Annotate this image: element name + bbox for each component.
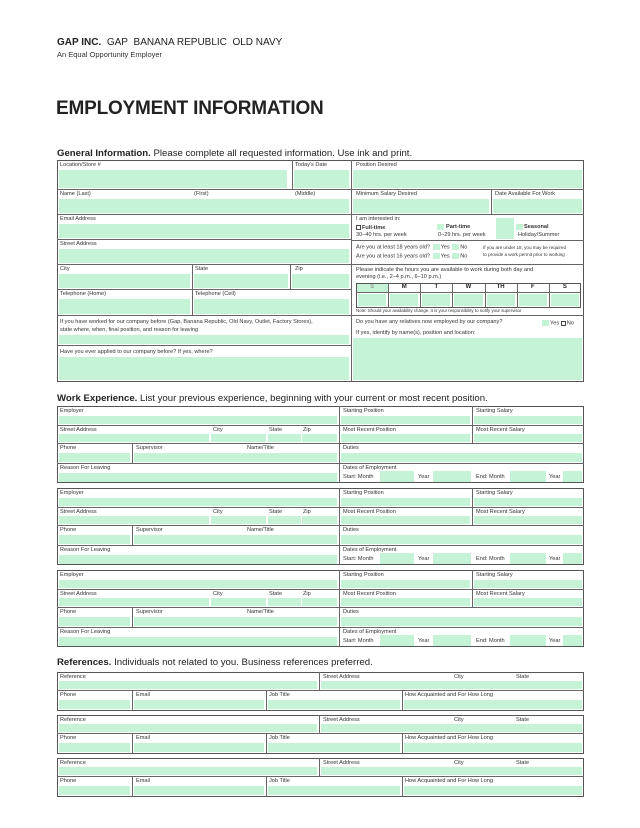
work-3-end-year-label: Year xyxy=(549,638,561,644)
day-hours-input-0[interactable] xyxy=(358,294,386,306)
part-time-checkbox[interactable] xyxy=(437,224,444,230)
day-header-6: S xyxy=(562,284,567,290)
reference-3-name-label: Reference xyxy=(60,760,86,766)
work-3-zip-label: Zip xyxy=(303,591,311,597)
reference-1-divider xyxy=(402,690,403,711)
work-2-starting-salary-label: Starting Salary xyxy=(476,490,513,496)
work-3-start-year-label: Year xyxy=(418,638,430,644)
general-instruction: Please complete all requested information. Use ink and print. xyxy=(153,148,413,159)
work-1-row-line xyxy=(57,463,584,464)
work-1-supervisor-input[interactable] xyxy=(134,453,337,462)
work-1-starting-position-label: Starting Position xyxy=(343,408,384,414)
relatives-yes: Yes xyxy=(550,320,560,327)
reference-2-acquainted-input[interactable] xyxy=(404,743,582,752)
reference-2-state-label: State xyxy=(516,717,530,723)
work-3-dates-label: Dates of Employment xyxy=(343,629,397,635)
age16-yes-box[interactable] xyxy=(433,253,440,259)
work-3-zip-input[interactable] xyxy=(302,598,337,606)
seasonal-label: Seasonal xyxy=(524,224,549,230)
age16-row xyxy=(356,253,467,260)
work-instruction: List your previous experience, beginning with your current or most recent position. xyxy=(140,393,488,404)
general-heading-row xyxy=(57,148,412,159)
page-title: EMPLOYMENT INFORMATION xyxy=(56,98,324,119)
work-1-start-year-label: Year xyxy=(418,474,430,480)
work-1-recent-position-label: Most Recent Position xyxy=(343,427,396,433)
work-3-state-label: State xyxy=(269,591,283,597)
work-1-zip-label: Zip xyxy=(303,427,311,433)
day-header-0: S xyxy=(356,283,388,292)
work-3-phone-label: Phone xyxy=(60,609,77,615)
work-1-recent-salary-input[interactable] xyxy=(474,434,582,442)
phone-home-input[interactable] xyxy=(59,299,190,314)
work-3-state-input[interactable] xyxy=(268,598,301,606)
seasonal-sub: Holiday/Summer xyxy=(518,232,560,238)
reference-2-row-line xyxy=(57,733,584,734)
day-header-1: M xyxy=(401,284,407,290)
day-hours-input-6[interactable] xyxy=(551,294,579,306)
work-1-zip-input[interactable] xyxy=(302,434,337,442)
work-2-employer-input[interactable] xyxy=(59,498,337,506)
work-heading: Work Experience. xyxy=(57,393,138,404)
reference-3-divider xyxy=(266,776,267,797)
day-hours-input-2[interactable] xyxy=(422,294,450,306)
work-1-recent-position-input[interactable] xyxy=(341,434,470,442)
reference-3-email-label: Email xyxy=(136,778,150,784)
age18-no: No xyxy=(460,244,468,251)
day-divider xyxy=(420,283,421,308)
work-3-divider xyxy=(339,570,340,647)
reference-1-city-label: City xyxy=(454,674,464,680)
day-divider xyxy=(388,283,389,308)
reference-3-street-label: Street Address xyxy=(323,760,360,766)
state-input[interactable] xyxy=(194,274,288,288)
work-1-state-label: State xyxy=(269,427,283,433)
work-2-start-month-label: Start: Month xyxy=(343,556,374,562)
work-3-duties-input[interactable] xyxy=(341,617,582,626)
work-1-state-input[interactable] xyxy=(268,434,301,442)
work-1-duties-label: Duties xyxy=(343,445,359,451)
work-3-end-month-input[interactable] xyxy=(510,635,546,646)
day-header-3: W xyxy=(465,284,472,290)
age18-no-box[interactable] xyxy=(452,244,459,250)
name-middle-label: (Middle) xyxy=(295,191,316,197)
work-3-phone-input[interactable] xyxy=(59,617,130,626)
reference-2-phone-input[interactable] xyxy=(59,743,130,752)
age16-question: Are you at least 16 years old? xyxy=(356,253,431,260)
work-2-start-year-input[interactable] xyxy=(433,553,471,564)
work-2-divider xyxy=(339,488,340,565)
work-1-starting-position-input[interactable] xyxy=(341,416,470,424)
hours-question-1: Please indicate the hours you are available to work during both day and xyxy=(356,267,534,273)
work-3-city-label: City xyxy=(213,591,223,597)
reference-1-phone-input[interactable] xyxy=(59,700,130,709)
reference-2-job-title-label: Job Title xyxy=(269,735,290,741)
reference-3-state-label: State xyxy=(516,760,530,766)
reference-3-phone-input[interactable] xyxy=(59,786,130,795)
applied-before-label: Have you ever applied to our company before? If yes, where? xyxy=(60,349,213,355)
availability-note: Note: Should your availability change, it is your responsibility to notify your supervisor xyxy=(356,308,522,313)
relatives-no: No xyxy=(566,320,574,327)
work-2-state-input[interactable] xyxy=(268,516,301,524)
work-1-employer-input[interactable] xyxy=(59,416,337,424)
reference-2-divider xyxy=(402,733,403,754)
work-1-street-label: Street Address xyxy=(60,427,97,433)
day-divider xyxy=(485,283,486,308)
reference-1-divider xyxy=(132,690,133,711)
worked-before-input[interactable] xyxy=(59,335,349,344)
day-header-2: T xyxy=(434,284,439,290)
day-divider xyxy=(517,283,518,308)
work-2-divider xyxy=(132,525,133,545)
date-available-label: Date Available For Work xyxy=(495,191,556,197)
name-input[interactable] xyxy=(59,199,349,213)
work-3-employer-label: Employer xyxy=(60,572,84,578)
work-1-divider xyxy=(339,406,340,483)
reference-1-job-title-label: Job Title xyxy=(269,692,290,698)
work-2-street-label: Street Address xyxy=(60,509,97,515)
work-1-end-year-input[interactable] xyxy=(563,471,582,482)
work-2-city-input[interactable] xyxy=(211,516,266,524)
work-3-end-month-label: End: Month xyxy=(476,638,505,644)
work-1-name-title-label: Name/Title xyxy=(247,445,274,451)
day-hours-input-3[interactable] xyxy=(454,294,482,306)
age16-no: No xyxy=(460,253,468,260)
day-header-5: F xyxy=(530,284,535,290)
reference-3-job-title-input[interactable] xyxy=(268,786,400,795)
work-1-reason-label: Reason For Leaving xyxy=(60,465,111,471)
reference-2-city-label: City xyxy=(454,717,464,723)
todays-date-label: Today's Date xyxy=(295,162,328,168)
work-3-starting-position-input[interactable] xyxy=(341,580,470,588)
work-2-row-line xyxy=(57,525,584,526)
work-2-duties-label: Duties xyxy=(343,527,359,533)
location-label: Location/Store # xyxy=(60,162,101,168)
work-2-reason-input[interactable] xyxy=(59,555,337,564)
reference-2-divider xyxy=(132,733,133,754)
reference-3-city-label: City xyxy=(454,760,464,766)
position-desired-input[interactable] xyxy=(353,170,582,188)
relatives-identify-label: If yes, identify by name(s), position and location: xyxy=(356,330,476,336)
part-time-label: Part-time xyxy=(446,224,471,230)
worked-before-label-1: If you have worked for our company before (Gap, Banana Republic, Old Navy, Outlet, Factory Stores), xyxy=(60,319,313,325)
work-3-duties-label: Duties xyxy=(343,609,359,615)
work-3-start-year-input[interactable] xyxy=(433,635,471,646)
reference-1-phone-label: Phone xyxy=(60,692,77,698)
relatives-no-box[interactable] xyxy=(561,321,566,326)
reference-1-street-label: Street Address xyxy=(323,674,360,680)
day-hours-input-5[interactable] xyxy=(519,294,547,306)
work-3-city-input[interactable] xyxy=(211,598,266,606)
reference-1-email-label: Email xyxy=(136,692,150,698)
reference-1-name-label: Reference xyxy=(60,674,86,680)
work-1-recent-salary-label: Most Recent Salary xyxy=(476,427,525,433)
reference-1-divider xyxy=(266,690,267,711)
references-heading: References. xyxy=(57,657,112,668)
work-1-start-month-label: Start: Month xyxy=(343,474,374,480)
work-2-reason-label: Reason For Leaving xyxy=(60,547,111,553)
todays-date-input[interactable] xyxy=(294,170,349,188)
reference-1-row-line xyxy=(57,690,584,691)
work-1-dates-label: Dates of Employment xyxy=(343,465,397,471)
work-3-street-input[interactable] xyxy=(59,598,209,606)
reference-1-email-input[interactable] xyxy=(134,700,264,709)
street-label: Street Address xyxy=(60,241,97,247)
reference-3-email-input[interactable] xyxy=(134,786,264,795)
street-input[interactable] xyxy=(59,249,349,263)
age16-yes: Yes xyxy=(440,253,450,260)
work-2-recent-salary-input[interactable] xyxy=(474,516,582,524)
reference-2-address-input[interactable] xyxy=(321,724,582,732)
work-2-starting-salary-input[interactable] xyxy=(474,498,582,506)
age18-yes: Yes xyxy=(440,244,450,251)
city-input[interactable] xyxy=(59,274,190,288)
name-first-label: (First) xyxy=(194,191,209,197)
work-2-zip-label: Zip xyxy=(303,509,311,515)
work-1-reason-input[interactable] xyxy=(59,473,337,482)
work-2-city-label: City xyxy=(213,509,223,515)
work-3-reason-input[interactable] xyxy=(59,637,337,646)
reference-3-divider xyxy=(132,776,133,797)
reference-3-acquainted-label: How Acquainted and For How Long xyxy=(405,778,494,784)
reference-2-name-input[interactable] xyxy=(59,724,317,732)
brand-gap: GAP xyxy=(106,37,128,48)
day-header-4: TH xyxy=(496,284,505,290)
work-1-phone-input[interactable] xyxy=(59,453,130,462)
work-1-starting-salary-label: Starting Salary xyxy=(476,408,513,414)
work-1-supervisor-label: Supervisor xyxy=(136,445,163,451)
work-1-row-line xyxy=(57,443,584,444)
work-2-end-month-label: End: Month xyxy=(476,556,505,562)
work-2-end-month-input[interactable] xyxy=(510,553,546,564)
reference-3-address-input[interactable] xyxy=(321,767,582,775)
work-2-duties-input[interactable] xyxy=(341,535,582,544)
work-3-employer-input[interactable] xyxy=(59,580,337,588)
work-2-phone-label: Phone xyxy=(60,527,77,533)
work-2-end-year-input[interactable] xyxy=(563,553,582,564)
work-2-row-line xyxy=(57,545,584,546)
reference-1-divider xyxy=(319,672,320,690)
work-2-starting-position-input[interactable] xyxy=(341,498,470,506)
reference-1-acquainted-input[interactable] xyxy=(404,700,582,709)
work-3-row-line xyxy=(57,589,584,590)
work-3-supervisor-input[interactable] xyxy=(134,617,337,626)
work-2-name-title-label: Name/Title xyxy=(247,527,274,533)
work-2-street-input[interactable] xyxy=(59,516,209,524)
day-hours-input-1[interactable] xyxy=(390,294,418,306)
reference-3-name-input[interactable] xyxy=(59,767,317,775)
full-time-hours: 30–40 hrs. per week xyxy=(356,232,407,238)
hours-question-2: evening (i.e., 2–4 p.m., 6–10 p.m.) xyxy=(356,274,442,280)
work-2-recent-position-label: Most Recent Position xyxy=(343,509,396,515)
email-label: Email Address xyxy=(60,216,96,222)
relatives-yes-box[interactable] xyxy=(542,320,549,326)
location-input[interactable] xyxy=(59,170,287,188)
work-heading-row xyxy=(57,393,488,404)
work-3-recent-position-input[interactable] xyxy=(341,598,470,606)
zip-input[interactable] xyxy=(292,274,349,288)
age18-yes-box[interactable] xyxy=(433,244,440,250)
reference-1-name-input[interactable] xyxy=(59,681,317,689)
company-name: GAP INC. xyxy=(57,37,102,48)
work-1-end-year-label: Year xyxy=(549,474,561,480)
applied-before-input[interactable] xyxy=(59,357,349,380)
work-2-phone-input[interactable] xyxy=(59,535,130,544)
position-desired-label: Position Desired xyxy=(356,162,397,168)
reference-3-job-title-label: Job Title xyxy=(269,778,290,784)
work-3-row-line xyxy=(57,607,584,608)
age18-row xyxy=(356,244,467,251)
work-3-street-label: Street Address xyxy=(60,591,97,597)
min-salary-input[interactable] xyxy=(353,199,489,213)
work-3-reason-label: Reason For Leaving xyxy=(60,629,111,635)
work-2-zip-input[interactable] xyxy=(302,516,337,524)
reference-3-phone-label: Phone xyxy=(60,778,77,784)
work-2-state-label: State xyxy=(269,509,283,515)
reference-1-acquainted-label: How Acquainted and For How Long xyxy=(405,692,494,698)
reference-2-email-input[interactable] xyxy=(134,743,264,752)
work-3-start-month-input[interactable] xyxy=(380,635,414,646)
reference-3-row-line xyxy=(57,776,584,777)
age18-question: Are you at least 18 years old? xyxy=(356,244,431,251)
min-salary-label: Minimum Salary Desired xyxy=(356,191,417,197)
reference-3-divider xyxy=(402,776,403,797)
reference-2-acquainted-label: How Acquainted and For How Long xyxy=(405,735,494,741)
work-3-name-title-label: Name/Title xyxy=(247,609,274,615)
work-1-street-input[interactable] xyxy=(59,434,209,442)
work-2-start-year-label: Year xyxy=(418,556,430,562)
work-1-end-month-label: End: Month xyxy=(476,474,505,480)
reference-1-job-title-input[interactable] xyxy=(268,700,400,709)
work-1-employer-label: Employer xyxy=(60,408,84,414)
phone-cell-label: Telephone (Cell) xyxy=(195,291,236,297)
work-3-starting-salary-label: Starting Salary xyxy=(476,572,513,578)
work-1-row-line xyxy=(57,425,584,426)
work-1-divider xyxy=(132,443,133,463)
day-divider xyxy=(452,283,453,308)
reference-3-acquainted-input[interactable] xyxy=(404,786,582,795)
worked-before-label-2: state where, when, final position, and reason for leaving xyxy=(60,327,199,333)
work-1-city-input[interactable] xyxy=(211,434,266,442)
relatives-yes-no xyxy=(541,320,574,327)
reference-2-name-label: Reference xyxy=(60,717,86,723)
general-heading: General Information. xyxy=(57,148,151,159)
work-1-city-label: City xyxy=(213,427,223,433)
references-instruction: Individuals not related to you. Business references preferred. xyxy=(114,657,373,668)
work-2-recent-position-input[interactable] xyxy=(341,516,470,524)
reference-1-state-label: State xyxy=(516,674,530,680)
work-2-end-year-label: Year xyxy=(549,556,561,562)
full-time-option[interactable]: Full-time xyxy=(356,225,385,232)
work-3-divider xyxy=(132,607,133,627)
under18-note-2: to provide a work permit prior to working xyxy=(483,252,565,257)
work-1-start-year-input[interactable] xyxy=(433,471,471,482)
reference-3-divider xyxy=(319,758,320,776)
reference-1-address-input[interactable] xyxy=(321,681,582,689)
work-3-recent-salary-label: Most Recent Salary xyxy=(476,591,525,597)
reference-2-divider xyxy=(266,733,267,754)
work-3-starting-salary-input[interactable] xyxy=(474,580,582,588)
work-1-duties-input[interactable] xyxy=(341,453,582,462)
work-1-phone-label: Phone xyxy=(60,445,77,451)
city-label: City xyxy=(60,266,70,272)
seasonal-box[interactable] xyxy=(516,224,523,230)
work-1-start-month-input[interactable] xyxy=(380,471,414,482)
reference-2-divider xyxy=(319,715,320,733)
eeo-statement: An Equal Opportunity Employer xyxy=(57,50,163,59)
interested-in-label: I am interested in: xyxy=(356,216,401,222)
work-3-start-month-label: Start: Month xyxy=(343,638,374,644)
brand-old-navy: OLD NAVY xyxy=(232,37,283,48)
references-heading-row xyxy=(57,657,373,668)
phone-home-label: Telephone (Home) xyxy=(60,291,107,297)
work-3-recent-position-label: Most Recent Position xyxy=(343,591,396,597)
work-2-starting-position-label: Starting Position xyxy=(343,490,384,496)
age16-no-box[interactable] xyxy=(452,253,459,259)
reference-2-email-label: Email xyxy=(136,735,150,741)
under18-note-1: If you are under 18, you may be required xyxy=(483,245,566,250)
full-time-checkbox[interactable] xyxy=(356,225,361,230)
work-3-recent-salary-input[interactable] xyxy=(474,598,582,606)
work-1-starting-salary-input[interactable] xyxy=(474,416,582,424)
work-2-row-line xyxy=(57,507,584,508)
work-2-start-month-input[interactable] xyxy=(380,553,414,564)
seasonal-checkbox[interactable] xyxy=(496,218,514,239)
day-divider xyxy=(549,283,550,308)
work-1-end-month-input[interactable] xyxy=(510,471,546,482)
work-2-recent-salary-label: Most Recent Salary xyxy=(476,509,525,515)
reference-2-street-label: Street Address xyxy=(323,717,360,723)
work-3-end-year-input[interactable] xyxy=(563,635,582,646)
work-2-supervisor-input[interactable] xyxy=(134,535,337,544)
state-label: State xyxy=(195,266,209,272)
day-hours-input-4[interactable] xyxy=(487,294,515,306)
reference-2-phone-label: Phone xyxy=(60,735,77,741)
date-available-input[interactable] xyxy=(493,199,582,213)
email-input[interactable] xyxy=(59,224,349,238)
part-time-hours: 0–29 hrs. per week xyxy=(438,232,486,238)
relatives-input[interactable] xyxy=(353,338,582,380)
work-3-supervisor-label: Supervisor xyxy=(136,609,163,615)
work-2-supervisor-label: Supervisor xyxy=(136,527,163,533)
reference-2-job-title-input[interactable] xyxy=(268,743,400,752)
phone-cell-input[interactable] xyxy=(194,299,349,314)
zip-label: Zip xyxy=(295,266,303,272)
work-3-starting-position-label: Starting Position xyxy=(343,572,384,578)
brand-banana-republic: BANANA REPUBLIC xyxy=(133,37,227,48)
work-3-row-line xyxy=(57,627,584,628)
company-header xyxy=(57,37,282,48)
work-2-employer-label: Employer xyxy=(60,490,84,496)
name-last-label: Name (Last) xyxy=(60,191,91,197)
relatives-question: Do you have any relatives now employed by our company? xyxy=(356,319,503,325)
work-2-dates-label: Dates of Employment xyxy=(343,547,397,553)
